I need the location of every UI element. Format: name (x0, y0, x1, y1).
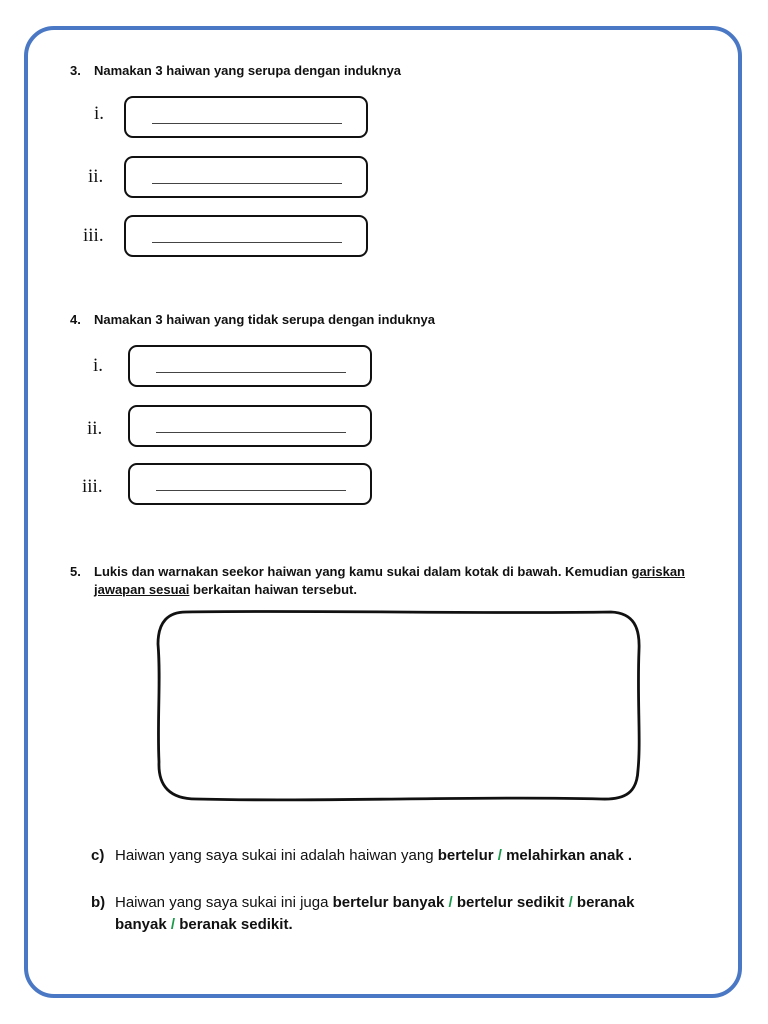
question-4-number: 4. (70, 312, 81, 327)
answer-line (156, 432, 346, 433)
q4-answer-box-1[interactable] (128, 345, 372, 387)
statement-b (91, 892, 711, 936)
option-bertelur[interactable]: bertelur (437, 847, 494, 864)
question-3-text: Namakan 3 haiwan yang serupa dengan induknya (94, 63, 402, 78)
answer-line (152, 123, 342, 124)
statement-b-label: b) (91, 894, 106, 911)
q4-label-i: i. (93, 355, 104, 376)
q3-label-iii: iii. (83, 225, 104, 246)
question-3 (70, 62, 690, 80)
option-melahirkan-anak[interactable]: melahirkan anak . (506, 847, 632, 864)
statement-b-text: Haiwan yang saya sukai ini juga bertelur banyak / bertelur sedikit / beranak banyak / beranak sedikit. (115, 894, 635, 933)
answer-line (152, 242, 342, 243)
question-5 (70, 563, 710, 603)
q3-answer-box-1[interactable] (124, 96, 368, 138)
question-4-text: Namakan 3 haiwan yang tidak serupa dengan induknya (94, 312, 435, 327)
q3-answer-box-3[interactable] (124, 215, 368, 257)
question-4 (70, 311, 690, 329)
q3-answer-box-2[interactable] (124, 156, 368, 198)
answer-line (152, 183, 342, 184)
q4-answer-box-2[interactable] (128, 405, 372, 447)
statement-c (91, 845, 711, 867)
question-3-number: 3. (70, 63, 81, 78)
option-beranak-banyak-part2[interactable]: banyak (115, 916, 167, 933)
statement-c-label: c) (91, 847, 105, 864)
answer-line (156, 372, 346, 373)
q3-label-ii: ii. (88, 166, 104, 187)
drawing-box[interactable] (156, 610, 641, 802)
q3-label-i: i. (94, 103, 105, 124)
option-beranak-banyak-part1[interactable]: beranak (576, 894, 635, 911)
option-beranak-sedikit[interactable]: beranak sedikit. (179, 916, 293, 933)
question-5-number: 5. (70, 564, 81, 579)
option-bertelur-banyak[interactable]: bertelur banyak (332, 894, 445, 911)
question-5-text: Lukis dan warnakan seekor haiwan yang kamu sukai dalam kotak di bawah. Kemudian gariskan jawapan sesuai berkaitan haiwan tersebut. (94, 564, 685, 597)
q4-label-iii: iii. (82, 476, 103, 497)
q4-label-ii: ii. (87, 418, 103, 439)
option-bertelur-sedikit[interactable]: bertelur sedikit (456, 894, 565, 911)
statement-c-text: Haiwan yang saya sukai ini adalah haiwan yang bertelur / melahirkan anak . (115, 847, 632, 864)
answer-line (156, 490, 346, 491)
q4-answer-box-3[interactable] (128, 463, 372, 505)
